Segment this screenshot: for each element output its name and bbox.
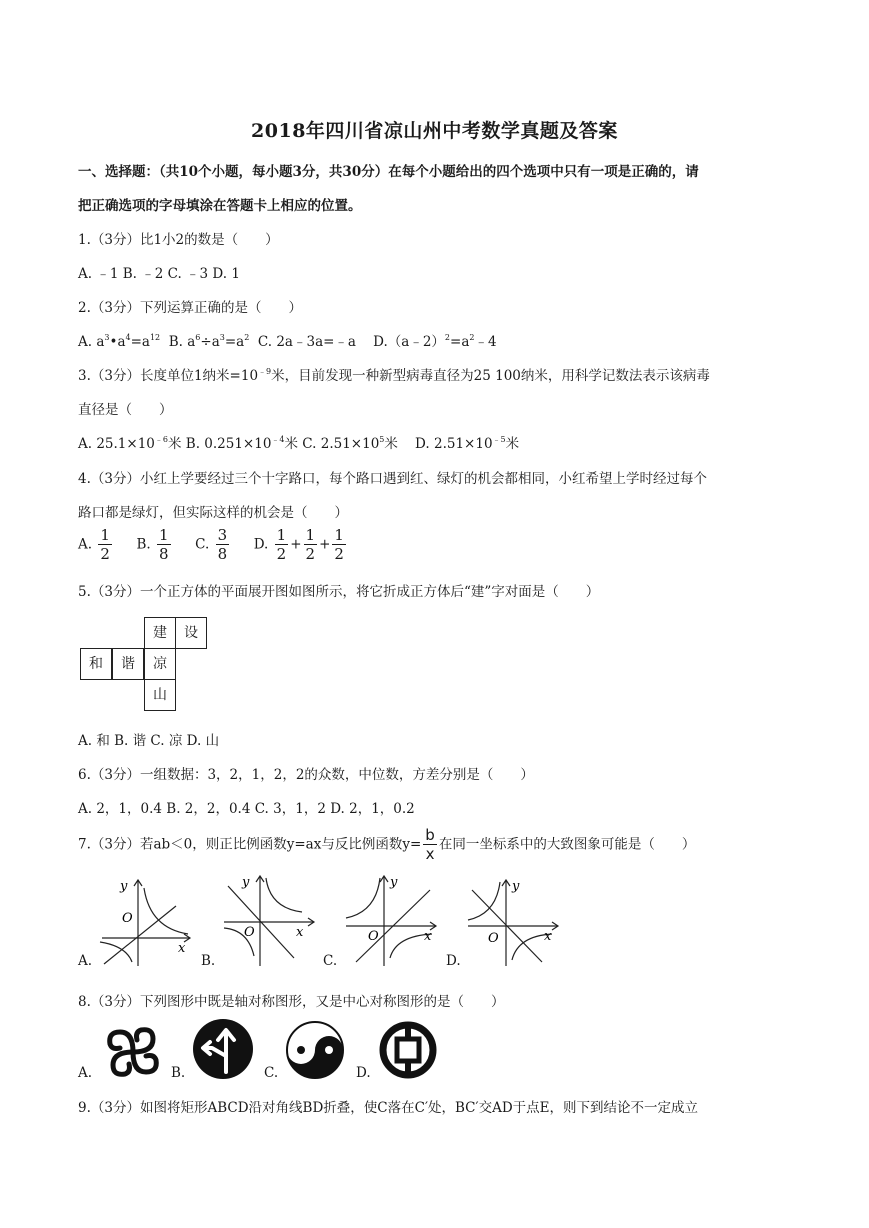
- net-cell-she: 设: [175, 617, 207, 649]
- svg-text:y: y: [512, 879, 520, 894]
- q7-graph-b: [222, 872, 322, 968]
- bank-emblem-icon: [378, 1020, 438, 1080]
- q7-graph-a: [98, 876, 198, 968]
- q7-option-c-label: C.: [323, 953, 338, 969]
- q7-option-b-label: B.: [201, 953, 216, 969]
- fraction-d1: $\frac{1}{2}$: [276, 526, 287, 563]
- question-3-stem-line2: 直径是（ ）: [78, 402, 173, 418]
- yin-yang-icon: [285, 1020, 345, 1080]
- section-heading-line2: 把正确选项的字母填涂在答题卡上相应的位置。: [78, 198, 362, 214]
- page-title: 2018年四川省凉山州中考数学真题及答案: [251, 120, 618, 142]
- section-heading-line1: 一、选择题：（共10个小题，每小题3分，共30分）在每个小题给出的四个选项中只有一项是正确的，请: [78, 164, 699, 180]
- q8-option-a-label: A.: [78, 1065, 93, 1081]
- question-6-stem: 6.（3分）一组数据：3，2，1，2，2的众数，中位数，方差分别是（ ）: [78, 767, 534, 783]
- fraction-d2: $\frac{1}{2}$: [305, 526, 316, 563]
- question-1-stem: 1.（3分）比1小2的数是（ ）: [78, 232, 279, 248]
- question-5-stem: 5.（3分）一个正方体的平面展开图如图所示，将它折成正方体后“建”字对面是（ ）: [78, 584, 600, 600]
- fraction-c: $\frac{3}{8}$: [217, 526, 228, 563]
- question-7-stem: 7.（3分）若ab＜0，则正比例函数y=ax与反比例函数y= $\frac{b}{x}$ 在同一坐标系中的大致图象可能是（ ）: [78, 826, 696, 863]
- svg-text:O: O: [488, 931, 499, 946]
- svg-text:O: O: [368, 929, 379, 944]
- question-1-options: A. ﹣1 B. ﹣2 C. ﹣3 D. 1: [78, 266, 240, 282]
- svg-text:O: O: [244, 925, 255, 940]
- svg-text:y: y: [242, 875, 250, 890]
- net-cell-jian: 建: [144, 617, 176, 649]
- question-3-stem-line1: 3.（3分）长度单位1纳米$=10^{﹣9}$米，目前发现一种新型病毒直径为25 100纳米，用科学记数法表示该病毒: [78, 367, 710, 384]
- question-2-options: A. $a^3•a^4=a^{12}$ B. $a^6\div a^3=a^2$ C. 2a﹣3a=﹣a $D.(a﹣2)^2=a^2﹣4$: [78, 333, 497, 350]
- q7-graph-d: [466, 876, 566, 968]
- svg-text:y: y: [390, 875, 398, 890]
- svg-text:x: x: [544, 929, 552, 944]
- question-4-stem-line2: 路口都是绿灯，但实际这样的机会是（ ）: [78, 505, 348, 521]
- fraction-b-over-x: $\frac{b}{x}$: [425, 826, 435, 863]
- svg-text:x: x: [296, 925, 304, 940]
- fraction-a: $\frac{1}{2}$: [100, 526, 110, 563]
- knot-emblem-icon: [100, 1024, 166, 1080]
- question-4-stem-line1: 4.（3分）小红上学要经过三个十字路口，每个路口遇到红、绿灯的机会都相同，小红希望上学时经过每个: [78, 471, 707, 487]
- svg-text:y: y: [120, 879, 128, 894]
- svg-text:O: O: [122, 911, 133, 926]
- q7-graph-c: [344, 872, 444, 968]
- question-4-options: A. $\frac{1}{2}$ B. $\frac{1}{8}$ C. $\frac{3}{8}$ D. $\frac{1}{2}$ + $\frac{1}{2}$ + $\frac{1}{2}$: [78, 526, 344, 563]
- question-2-stem: 2.（3分）下列运算正确的是（ ）: [78, 300, 302, 316]
- question-5-options: A. 和 B. 谐 C. 凉 D. 山: [78, 733, 220, 749]
- question-3-options: A. $25.1\times 10^{﹣6}$米 B. $0.251\times 10^{﹣4}$米 C. $2.51\times 10^5$米 D. $2.51\times 10^{﹣5}$米: [78, 435, 520, 452]
- net-cell-he: 和: [80, 648, 112, 680]
- arrow-sign-icon: [192, 1018, 254, 1080]
- question-8-stem: 8.（3分）下列图形中既是轴对称图形，又是中心对称图形的是（ ）: [78, 994, 505, 1010]
- svg-text:x: x: [178, 941, 186, 956]
- question-6-options: A. 2，1，0.4 B. 2，2，0.4 C. 3，1，2 D. 2，1，0.2: [78, 801, 415, 817]
- q7-option-d-label: D.: [446, 953, 461, 969]
- q7-option-a-label: A.: [78, 953, 93, 969]
- q8-option-d-label: D.: [356, 1065, 371, 1081]
- question-9-stem: 9.（3分）如图将矩形ABCD沿对角线BD折叠，使C落在C′处，BC′交AD于点E，则下到结论不一定成立: [78, 1100, 699, 1116]
- svg-text:x: x: [424, 929, 432, 944]
- fraction-b: $\frac{1}{8}$: [159, 526, 169, 563]
- cube-net-figure: [80, 617, 208, 713]
- fraction-d3: $\frac{1}{2}$: [334, 526, 344, 563]
- net-cell-liang: 凉: [144, 648, 176, 680]
- net-cell-xie: 谐: [112, 648, 144, 680]
- q8-option-b-label: B.: [171, 1065, 186, 1081]
- net-cell-shan: 山: [144, 679, 176, 711]
- q8-option-c-label: C.: [264, 1065, 279, 1081]
